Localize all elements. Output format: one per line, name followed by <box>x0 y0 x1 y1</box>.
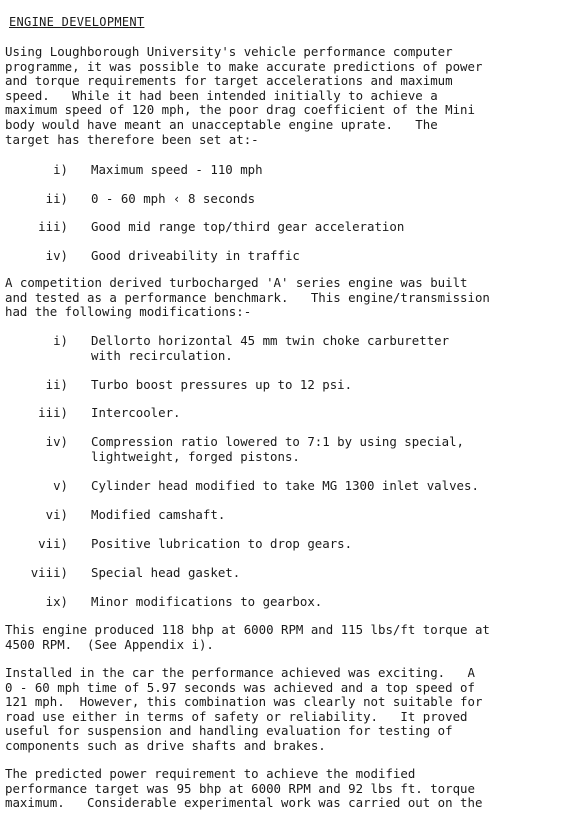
output-paragraph: This engine produced 118 bhp at 6000 RPM and 115 lbs/ft torque at 4500 RPM. (See Appendix i). <box>5 622 490 652</box>
item-number: ii) <box>45 191 68 206</box>
item-text: Dellorto horizontal 45 mm twin choke carburetter with recirculation. <box>91 333 450 363</box>
item-text: Good driveability in traffic <box>91 248 300 263</box>
item-number: ix) <box>45 594 68 609</box>
item-number: vi) <box>45 507 68 522</box>
performance-paragraph: Installed in the car the performance achieved was exciting. A 0 - 60 mph time of 5.97 seconds was achieved and a top speed of 121 mph. However, this combination was clearly not suitable for road use either in terms of safety or reliability. It proved useful for suspension and handling evaluation for testing of components such as drive shafts and brakes. <box>5 665 483 753</box>
item-text: Compression ratio lowered to 7:1 by using special, lightweight, forged pistons. <box>91 434 464 464</box>
item-number: ii) <box>45 377 68 392</box>
modification-item <box>0 406 580 436</box>
target-item <box>0 220 580 250</box>
target-item <box>0 192 580 222</box>
item-number: i) <box>53 162 68 177</box>
modification-item <box>0 508 580 538</box>
modification-item <box>0 334 580 364</box>
modification-item <box>0 595 580 625</box>
intro-paragraph: Using Loughborough University's vehicle performance computer programme, it was possible to make accurate predictions of power and torque requirements for target accelerations and maximum speed. While it had been intended initially to achieve a maximum speed of 120 mph, the poor drag coefficient of the Mini body would have meant an unacceptable engine uprate. The target has therefore been set at:- <box>5 44 483 147</box>
item-number: iii) <box>38 219 68 234</box>
item-number: v) <box>53 478 68 493</box>
item-text: Special head gasket. <box>91 565 241 580</box>
item-text: Positive lubrication to drop gears. <box>91 536 353 551</box>
item-number: iii) <box>38 405 68 420</box>
item-text: Good mid range top/third gear acceleration <box>91 219 405 234</box>
item-text: Minor modifications to gearbox. <box>91 594 323 609</box>
modification-item <box>0 435 580 465</box>
item-text: Intercooler. <box>91 405 181 420</box>
modification-item <box>0 378 580 408</box>
modification-item <box>0 479 580 509</box>
target-item <box>0 163 580 193</box>
item-text: Modified camshaft. <box>91 507 226 522</box>
requirement-paragraph: The predicted power requirement to achieve the modified performance target was 95 bhp at 6000 RPM and 92 lbs ft. torque maximum. Considerable experimental work was carried out on the <box>5 766 483 811</box>
item-number: vii) <box>38 536 68 551</box>
item-number: i) <box>53 333 68 348</box>
benchmark-paragraph: A competition derived turbocharged 'A' series engine was built and tested as a performance benchmark. This engine/transmission had the following modifications:- <box>5 275 490 320</box>
item-text: 0 - 60 mph ‹ 8 seconds <box>91 191 256 206</box>
item-text: Cylinder head modified to take MG 1300 inlet valves. <box>91 478 479 493</box>
item-number: iv) <box>45 248 68 263</box>
item-text: Turbo boost pressures up to 12 psi. <box>91 377 353 392</box>
item-text: Maximum speed - 110 mph <box>91 162 263 177</box>
modification-item <box>0 537 580 567</box>
item-number: iv) <box>45 434 68 449</box>
item-number: viii) <box>30 565 68 580</box>
modification-item <box>0 566 580 596</box>
section-heading: ENGINE DEVELOPMENT <box>9 15 145 29</box>
